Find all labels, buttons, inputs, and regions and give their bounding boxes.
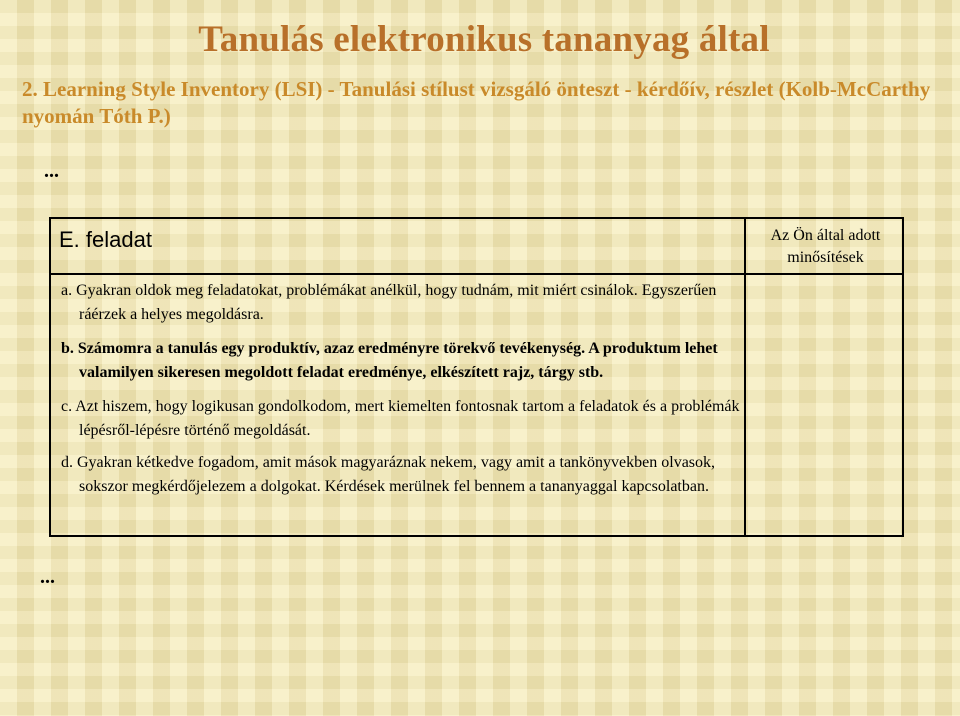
statement-list bbox=[61, 279, 741, 505]
ellipsis-top: ... bbox=[44, 160, 59, 182]
statement-c: c. Azt hiszem, hogy logikusan gondolkodom, mert kiemelten fontosnak tartom a feladatok és a problémák lépésről-lépésre történő megoldását. bbox=[61, 398, 740, 439]
column-divider bbox=[744, 219, 746, 535]
statement-b: b. Számomra a tanulás egy produktív, azaz eredményre törekvő tevékenység. A produktum lehet valamilyen sikeresen megoldott feladat eredménye, elkészített rajz, tárgy stb. bbox=[61, 340, 718, 381]
page-subtitle: 2. Learning Style Inventory (LSI) - Tanulási stílust vizsgáló önteszt - kérdőív, részlet (Kolb-McCarthy nyomán Tóth P.) bbox=[22, 77, 931, 128]
page-title: Tanulás elektronikus tananyag által bbox=[198, 19, 770, 60]
statement-d: d. Gyakran kétkedve fogadom, amit mások magyaráznak nekem, vagy amit a tankönyvekben olvasok, sokszor megkérdőjelezem a dolgokat. Kérdések merülnek fel bennem a tananyaggal kapcsolatban. bbox=[61, 454, 716, 495]
ellipsis-bottom: ... bbox=[40, 566, 55, 588]
rating-column-header: Az Ön által adott minősítések bbox=[770, 227, 881, 266]
header-divider bbox=[51, 273, 902, 275]
questionnaire-table bbox=[49, 217, 904, 537]
task-title: E. feladat bbox=[59, 227, 152, 252]
statement-a: a. Gyakran oldok meg feladatokat, problémákat anélkül, hogy tudnám, mit miért csinálok. Egyszerűen ráérzek a helyes megoldásra. bbox=[61, 282, 717, 323]
